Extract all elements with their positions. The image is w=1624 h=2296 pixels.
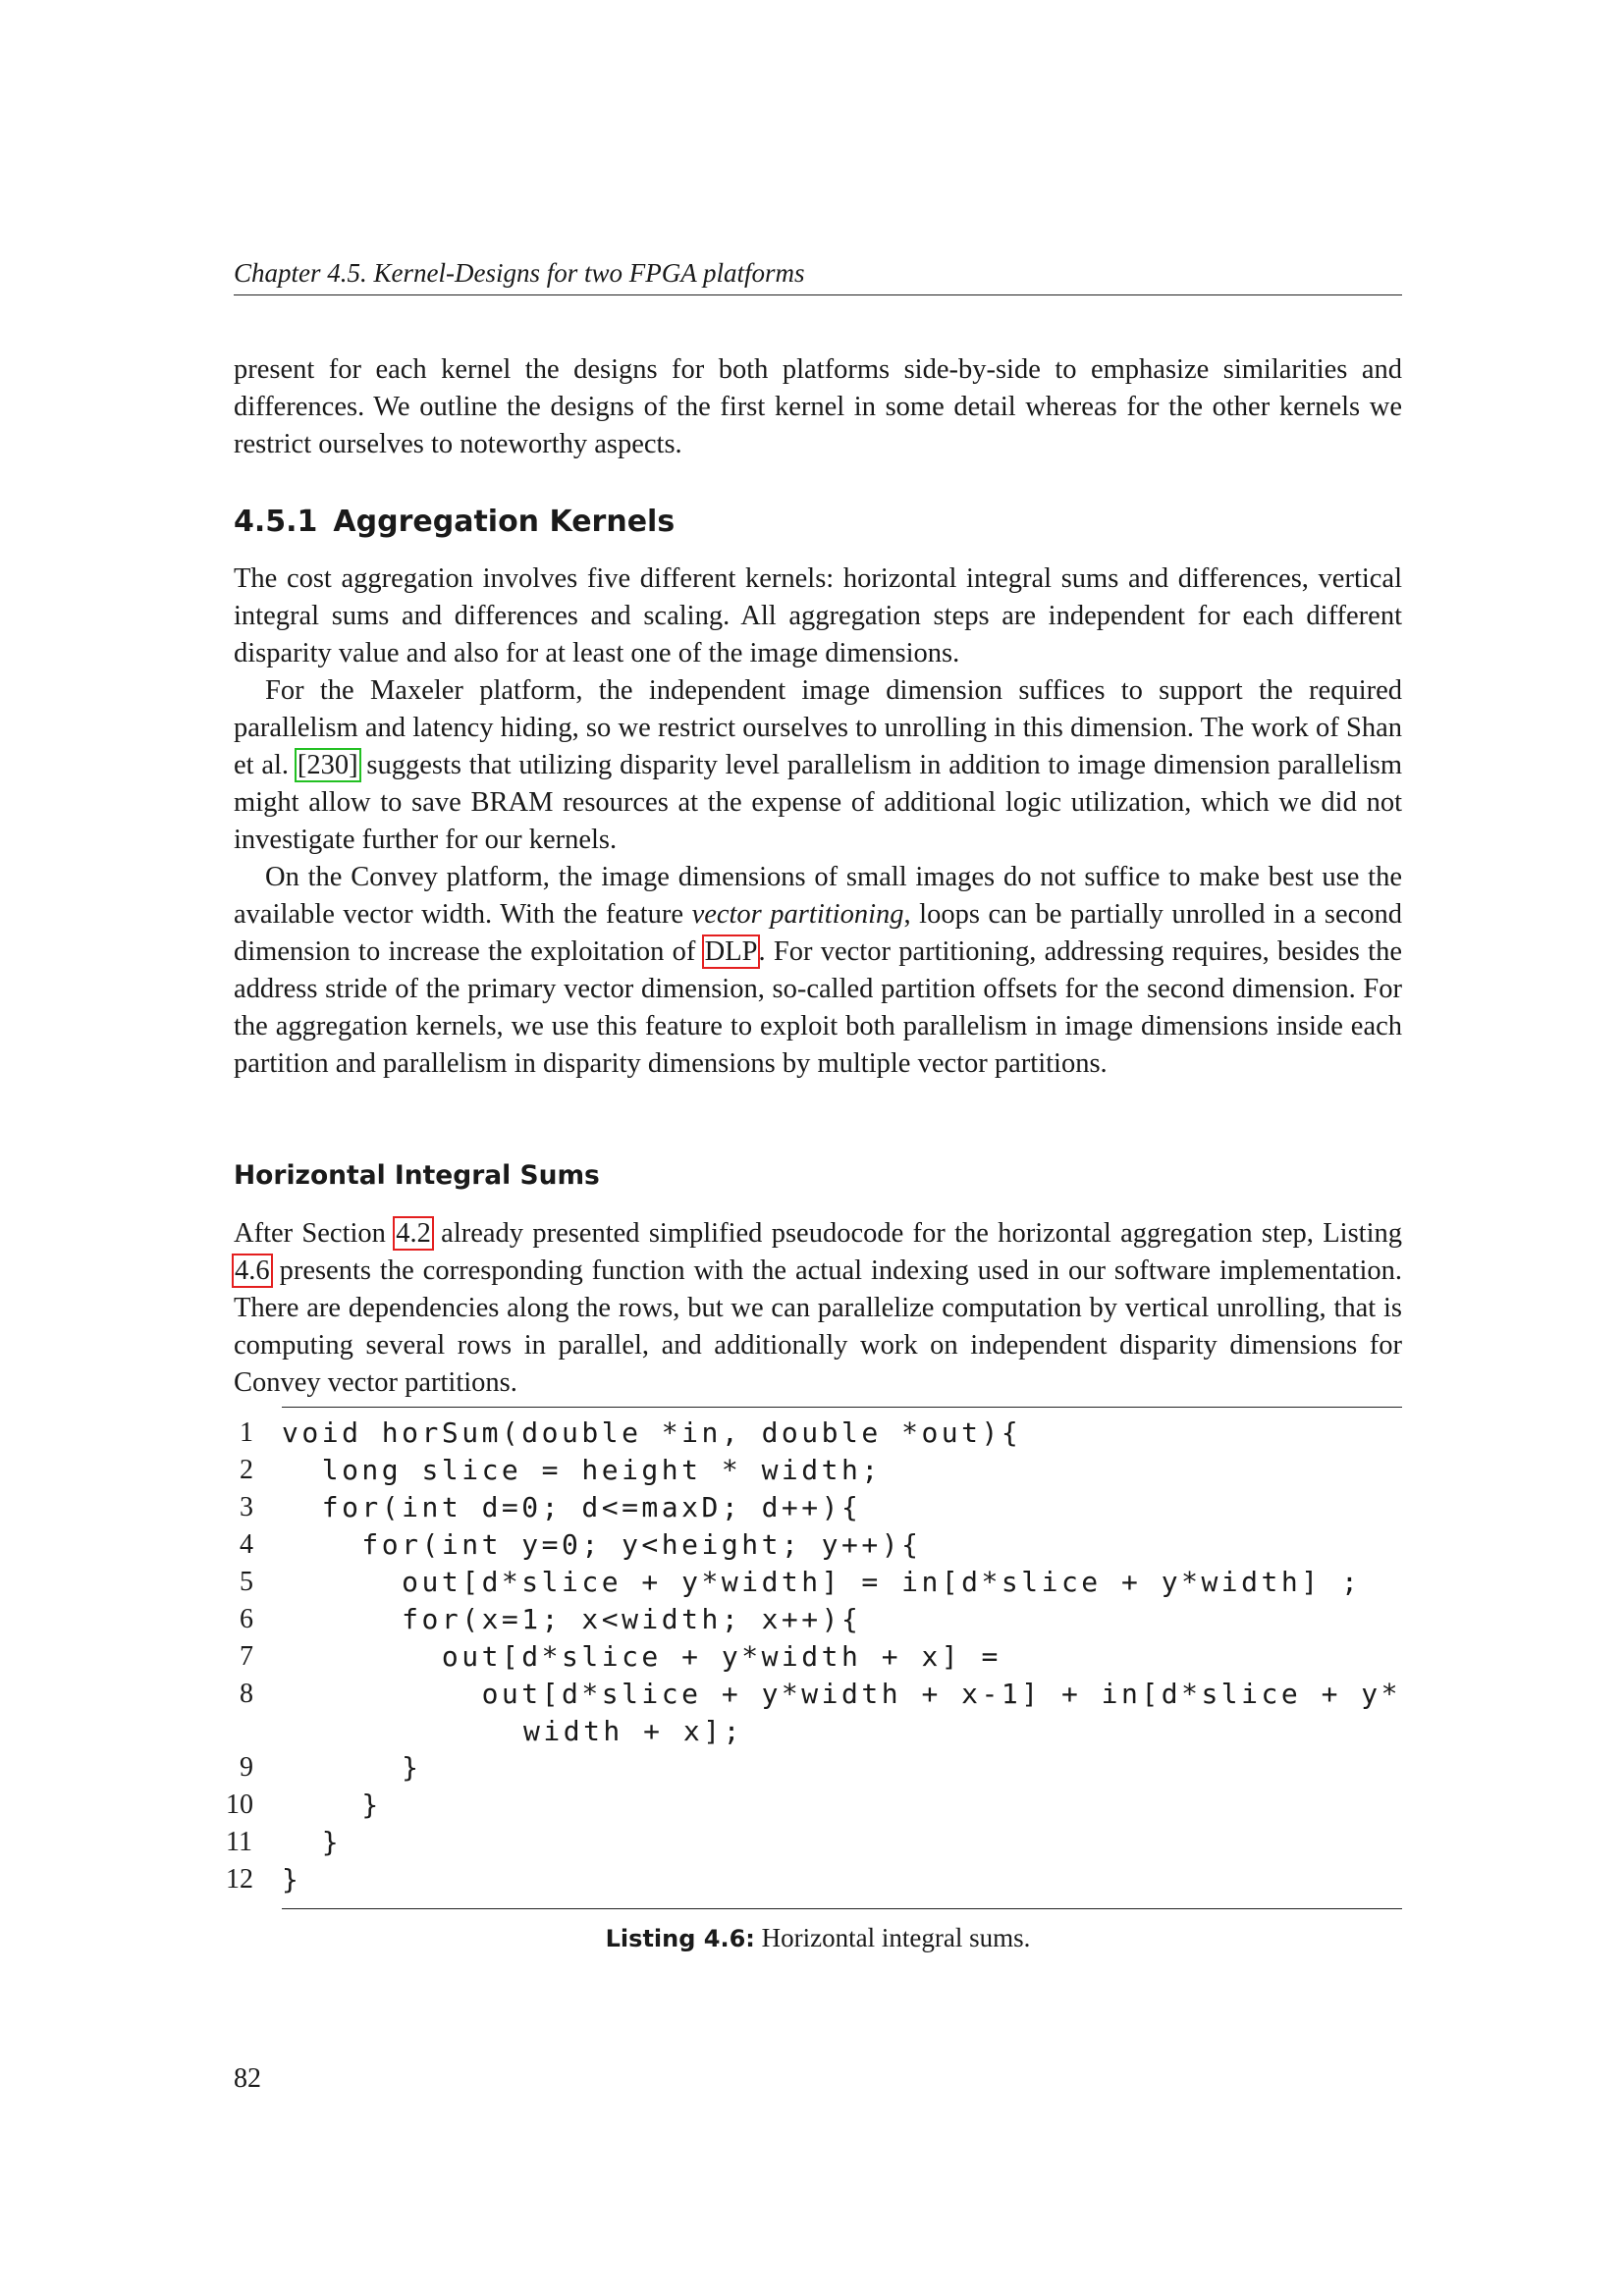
section-number: 4.5.1 [234,505,318,539]
code-text: long slice = height * width; [282,1454,882,1486]
subsection-heading: Horizontal Integral Sums [234,1160,600,1191]
listing-caption [234,1919,1402,1957]
code-listing [226,1415,1402,1898]
line-number: 4 [240,1529,253,1560]
listing-ref-link[interactable]: 4.6 [235,1255,270,1286]
listing-rule-bottom [282,1908,1402,1909]
code-text: for(x=1; x<width; x++){ [282,1603,862,1635]
acronym-link[interactable]: DLP [704,936,758,967]
line-number: 5 [240,1567,253,1597]
caption-text: Horizontal integral sums. [761,1923,1031,1952]
line-number: 11 [226,1827,252,1857]
code-line [234,1676,1402,1749]
code-text: } [282,1826,343,1858]
code-text: for(int y=0; y<height; y++){ [282,1528,922,1561]
code-line [234,1526,1402,1564]
code-text: } [282,1863,302,1896]
text-run: For the Maxeler platform, the independent image dimension suffices to support the required parallelism and latency hiding, so we restrict ourselves to unrolling in this dimension. The work of Shan et al. [234,675,1402,780]
text-run: After Section [234,1218,396,1249]
text-run: , loops can be partially unrolled in a second dimension to increase the exploitation of [234,899,1403,967]
aggregation-paragraph-2 [234,672,1402,859]
code-line [234,1452,1402,1489]
emphasis-term: vector partitioning [691,899,904,930]
code-text [282,1676,1401,1750]
text-run: On the Convey platform, the image dimensions of small images do not suffice to make best use the available vector width. With the feature [234,862,1402,930]
text-run: already presented simplified pseudocode for the horizontal aggregation step, Listing [431,1218,1402,1249]
text-run: . For vector partitioning, addressing requires, besides the address stride of the primary vector dimension, so-called partition offsets for the second dimension. For the aggregation kernels, we use this feature to exploit both parallelism in image dimensions inside each partition and parallelism in disparity dimensions by multiple vector partitions. [234,936,1402,1079]
line-number: 1 [240,1417,253,1448]
code-text: void horSum(double *in, double *out){ [282,1416,1022,1449]
horizontal-paragraph [234,1215,1402,1402]
code-text-main: out[d*slice + y*width + x-1] + in[d*slice + y* [282,1678,1402,1710]
section-title: Aggregation Kernels [333,505,676,539]
code-text: for(int d=0; d<=maxD; d++){ [282,1491,862,1523]
code-line [234,1749,1402,1787]
code-line [234,1601,1402,1638]
running-header: Chapter 4.5. Kernel-Designs for two FPGA platforms [234,258,805,288]
line-number: 7 [240,1641,253,1672]
code-line [226,1787,1402,1824]
line-number: 6 [240,1604,253,1634]
code-text-continuation: width + x]; [523,1715,743,1747]
aggregation-paragraph-3 [234,859,1402,1083]
code-line [226,1824,1402,1861]
code-text: out[d*slice + y*width] = in[d*slice + y*width] ; [282,1566,1362,1598]
code-text: out[d*slice + y*width + x] = [282,1640,1001,1673]
code-line [234,1489,1402,1526]
code-text: } [282,1789,382,1821]
code-line [234,1638,1402,1676]
listing-rule-top [282,1407,1402,1408]
code-line [234,1415,1402,1452]
code-text: } [282,1751,422,1784]
code-line [226,1861,1402,1898]
code-line [234,1564,1402,1601]
line-number: 12 [226,1864,253,1895]
text-run: suggests that utilizing disparity level parallelism in addition to image dimension parallelism might allow to save BRAM resources at the expense of additional logic utilization, which we did not investigate further for our kernels. [234,750,1402,855]
caption-label: Listing 4.6: [605,1925,755,1952]
page-number: 82 [234,2063,261,2094]
citation-link[interactable]: [230] [297,750,358,780]
line-number: 10 [226,1789,253,1820]
text-run: presents the corresponding function with the actual indexing used in our software implementation. There are dependencies along the rows, but we can parallelize computation by vertical unrolling, that is computing several rows in parallel, and additionally work on independent disparity dimensions for Convey vector partitions. [234,1255,1402,1398]
header-rule [234,294,1402,295]
section-heading [234,501,675,544]
aggregation-paragraph-1: The cost aggregation involves five different kernels: horizontal integral sums and differences, vertical integral sums and differences and scaling. All aggregation steps are independent for each different disparity value and also for at least one of the image dimensions. [234,563,1402,668]
line-number: 2 [240,1455,253,1485]
line-number: 3 [240,1492,253,1522]
line-number: 8 [240,1679,253,1709]
line-number: 9 [240,1752,253,1783]
intro-paragraph: present for each kernel the designs for both platforms side-by-side to emphasize similarities and differences. We outline the designs of the first kernel in some detail whereas for the other kernels we restrict ourselves to noteworthy aspects. [234,354,1402,459]
section-ref-link[interactable]: 4.2 [396,1218,431,1249]
